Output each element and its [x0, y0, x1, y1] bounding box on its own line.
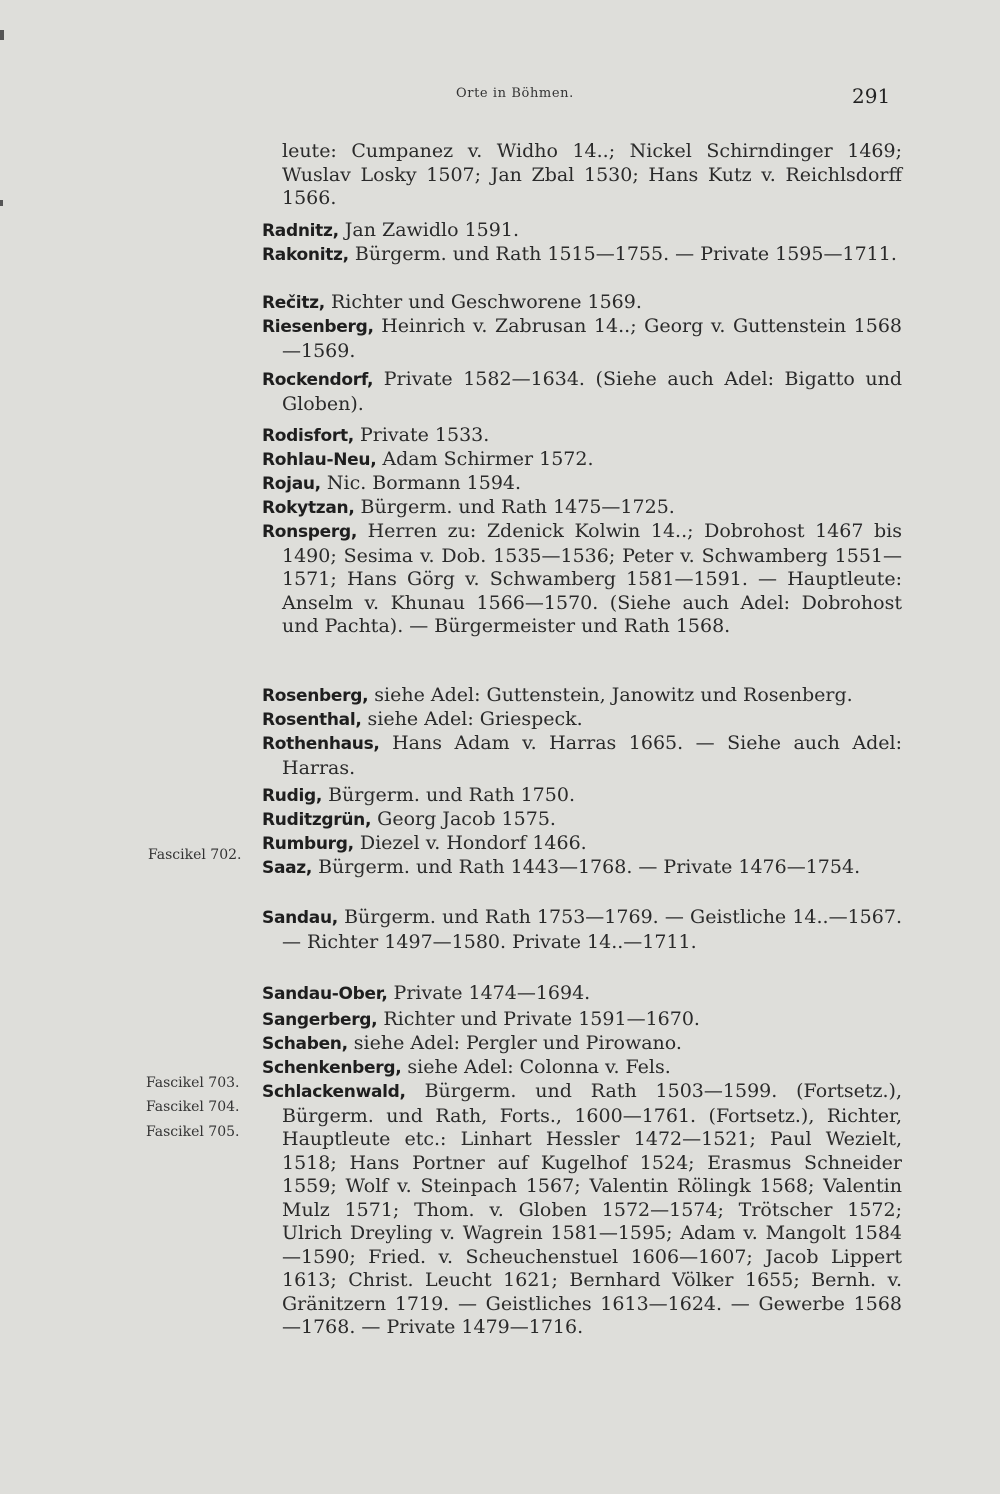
entry-heading: Rodisfort, — [262, 426, 354, 446]
entry-schaben — [262, 1032, 902, 1057]
entry-heading: Rumburg, — [262, 834, 354, 854]
entry-rojau — [262, 472, 902, 497]
entry-rosenthal — [262, 708, 902, 733]
entry-rokytzan — [262, 496, 902, 521]
entry-rumburg — [262, 832, 902, 857]
margin-note: Fascikel 704. — [146, 1099, 240, 1115]
entry-heading: Rudig, — [262, 786, 323, 806]
entry-heading: Sandau, — [262, 908, 338, 928]
entry-text: leute: Cumpanez v. Widho 14..; Nickel Schirndinger 1469; Wuslav Losky 1507; Jan Zbal 1530; Hans Kutz v. Reichlsdorff 1566. — [282, 140, 902, 209]
entry-heading: Riesenberg, — [262, 317, 374, 337]
entry-text: Bürgerm. und Rath 1503—1599. (Fortsetz.), Bürgerm. und Rath, Forts., 1600—1761. (Fortsetz.), Richter, Hauptleute etc.: Linhart Hessler 1472—1521; Paul Wezielt, 1518; Hans Portner auf Kugelhof 1524; Erasmus Schneider 1559; Wolf v. Steinpach 1567; Valentin Rölingk 1568; Valentin Mulz 1571; Thom. v. Globen 1572—1574; Trötscher 1572; Ulrich Dreyling v. Wagrein 1581—1595; Adam v. Mangolt 1584—1590; Fried. v. Scheuchenstuel 1606—1607; Jacob Lippert 1613; Christ. Leucht 1621; Bernhard Völker 1655; Bernh. v. Gränitzern 1719. — Geistliches 1613—1624. — Gewerbe 1568—1768. — Private 1479—1716. — [282, 1080, 902, 1338]
entry-rohlau-neu — [262, 448, 902, 473]
entry-text: Bürgerm. und Rath 1475—1725. — [354, 496, 675, 518]
entry-saaz — [262, 856, 902, 881]
entry-recitz — [262, 291, 902, 316]
entry-text: Adam Schirmer 1572. — [376, 448, 594, 470]
entry-heading: Rosenberg, — [262, 686, 369, 706]
entry-text: siehe Adel: Pergler und Pirowano. — [347, 1032, 682, 1054]
entry-heading: Saaz, — [262, 858, 313, 878]
entry-heading: Schlackenwald, — [262, 1082, 406, 1102]
entry-ruditzgruen — [262, 808, 902, 833]
entry-text: Georg Jacob 1575. — [371, 808, 556, 830]
margin-note: Fascikel 702. — [148, 847, 242, 863]
entry-heading: Rečitz, — [262, 293, 325, 313]
entry-text: Jan Zawidlo 1591. — [338, 219, 519, 241]
entry-heading: Sandau-Ober, — [262, 984, 388, 1004]
entry-heading: Ronsperg, — [262, 522, 358, 542]
entry-text: siehe Adel: Guttenstein, Janowitz und Rosenberg. — [368, 684, 853, 706]
entry-text: Richter und Geschworene 1569. — [324, 291, 642, 313]
entry-text: Private 1533. — [353, 424, 490, 446]
entry-text: Bürgerm. und Rath 1515—1755. — Private 1595—1711. — [348, 243, 897, 265]
entry-rudig — [262, 784, 902, 809]
entry-rothenhaus — [262, 732, 902, 780]
entry-schenkenberg — [262, 1056, 902, 1081]
entry-riesenberg — [262, 315, 902, 363]
entry-sandau — [262, 906, 902, 954]
page-number: 291 — [852, 84, 891, 108]
running-head: Orte in Böhmen. — [456, 86, 574, 101]
entry-heading: Schenkenberg, — [262, 1058, 402, 1078]
entry-rodisfort — [262, 424, 902, 449]
entry-heading: Rokytzan, — [262, 498, 355, 518]
margin-note: Fascikel 703. — [146, 1075, 240, 1091]
entry-sandau-ober — [262, 982, 902, 1007]
scan-edge-mark — [0, 200, 3, 206]
entry-heading: Radnitz, — [262, 221, 339, 241]
entry-text: Herren zu: Zdenick Kolwin 14..; Dobrohost 1467 bis 1490; Sesima v. Dob. 1535—1536; Peter v. Schwamberg 1551—1571; Hans Görg v. Schwamberg 1581—1591. — Hauptleute: Anselm v. Khunau 1566—1570. (Siehe auch Adel: Dobrohost und Pachta). — Bürgermeister und Rath 1568. — [282, 520, 902, 637]
entry-heading: Schaben, — [262, 1034, 348, 1054]
entry-text: Bürgerm. und Rath 1443—1768. — Private 1476—1754. — [312, 856, 861, 878]
entry-text: Nic. Bormann 1594. — [320, 472, 522, 494]
entry-text: Private 1474—1694. — [387, 982, 591, 1004]
entry-text: Private 1582—1634. (Siehe auch Adel: Bigatto und Globen). — [282, 368, 902, 415]
entry-rosenberg — [262, 684, 902, 709]
entry-schlackenwald — [262, 1080, 902, 1340]
entry-heading: Rohlau-Neu, — [262, 450, 377, 470]
entry-sangerberg — [262, 1008, 902, 1033]
entry-heading: Rothenhaus, — [262, 734, 380, 754]
scan-edge-mark — [0, 30, 4, 40]
entry-continuation — [262, 140, 902, 211]
entry-radnitz — [262, 219, 902, 244]
margin-note: Fascikel 705. — [146, 1124, 240, 1140]
entry-heading: Rockendorf, — [262, 370, 374, 390]
entry-ronsperg — [262, 520, 902, 639]
entry-heading: Rojau, — [262, 474, 321, 494]
entry-heading: Sangerberg, — [262, 1010, 378, 1030]
entry-text: Bürgerm. und Rath 1750. — [322, 784, 575, 806]
entry-heading: Ruditzgrün, — [262, 810, 372, 830]
entry-text: Diezel v. Hondorf 1466. — [353, 832, 587, 854]
entry-heading: Rakonitz, — [262, 245, 349, 265]
entry-heading: Rosenthal, — [262, 710, 362, 730]
entry-rockendorf — [262, 368, 902, 416]
entry-text: siehe Adel: Griespeck. — [361, 708, 583, 730]
entry-text: Heinrich v. Zabrusan 14..; Georg v. Guttenstein 1568—1569. — [282, 315, 902, 362]
entry-text: Hans Adam v. Harras 1665. — Siehe auch Adel: Harras. — [282, 732, 902, 779]
entry-text: Richter und Private 1591—1670. — [377, 1008, 700, 1030]
entry-rakonitz — [262, 243, 902, 268]
entry-text: siehe Adel: Colonna v. Fels. — [401, 1056, 671, 1078]
entry-text: Bürgerm. und Rath 1753—1769. — Geistliche 14..—1567. — Richter 1497—1580. Private 14..—1711. — [282, 906, 902, 953]
